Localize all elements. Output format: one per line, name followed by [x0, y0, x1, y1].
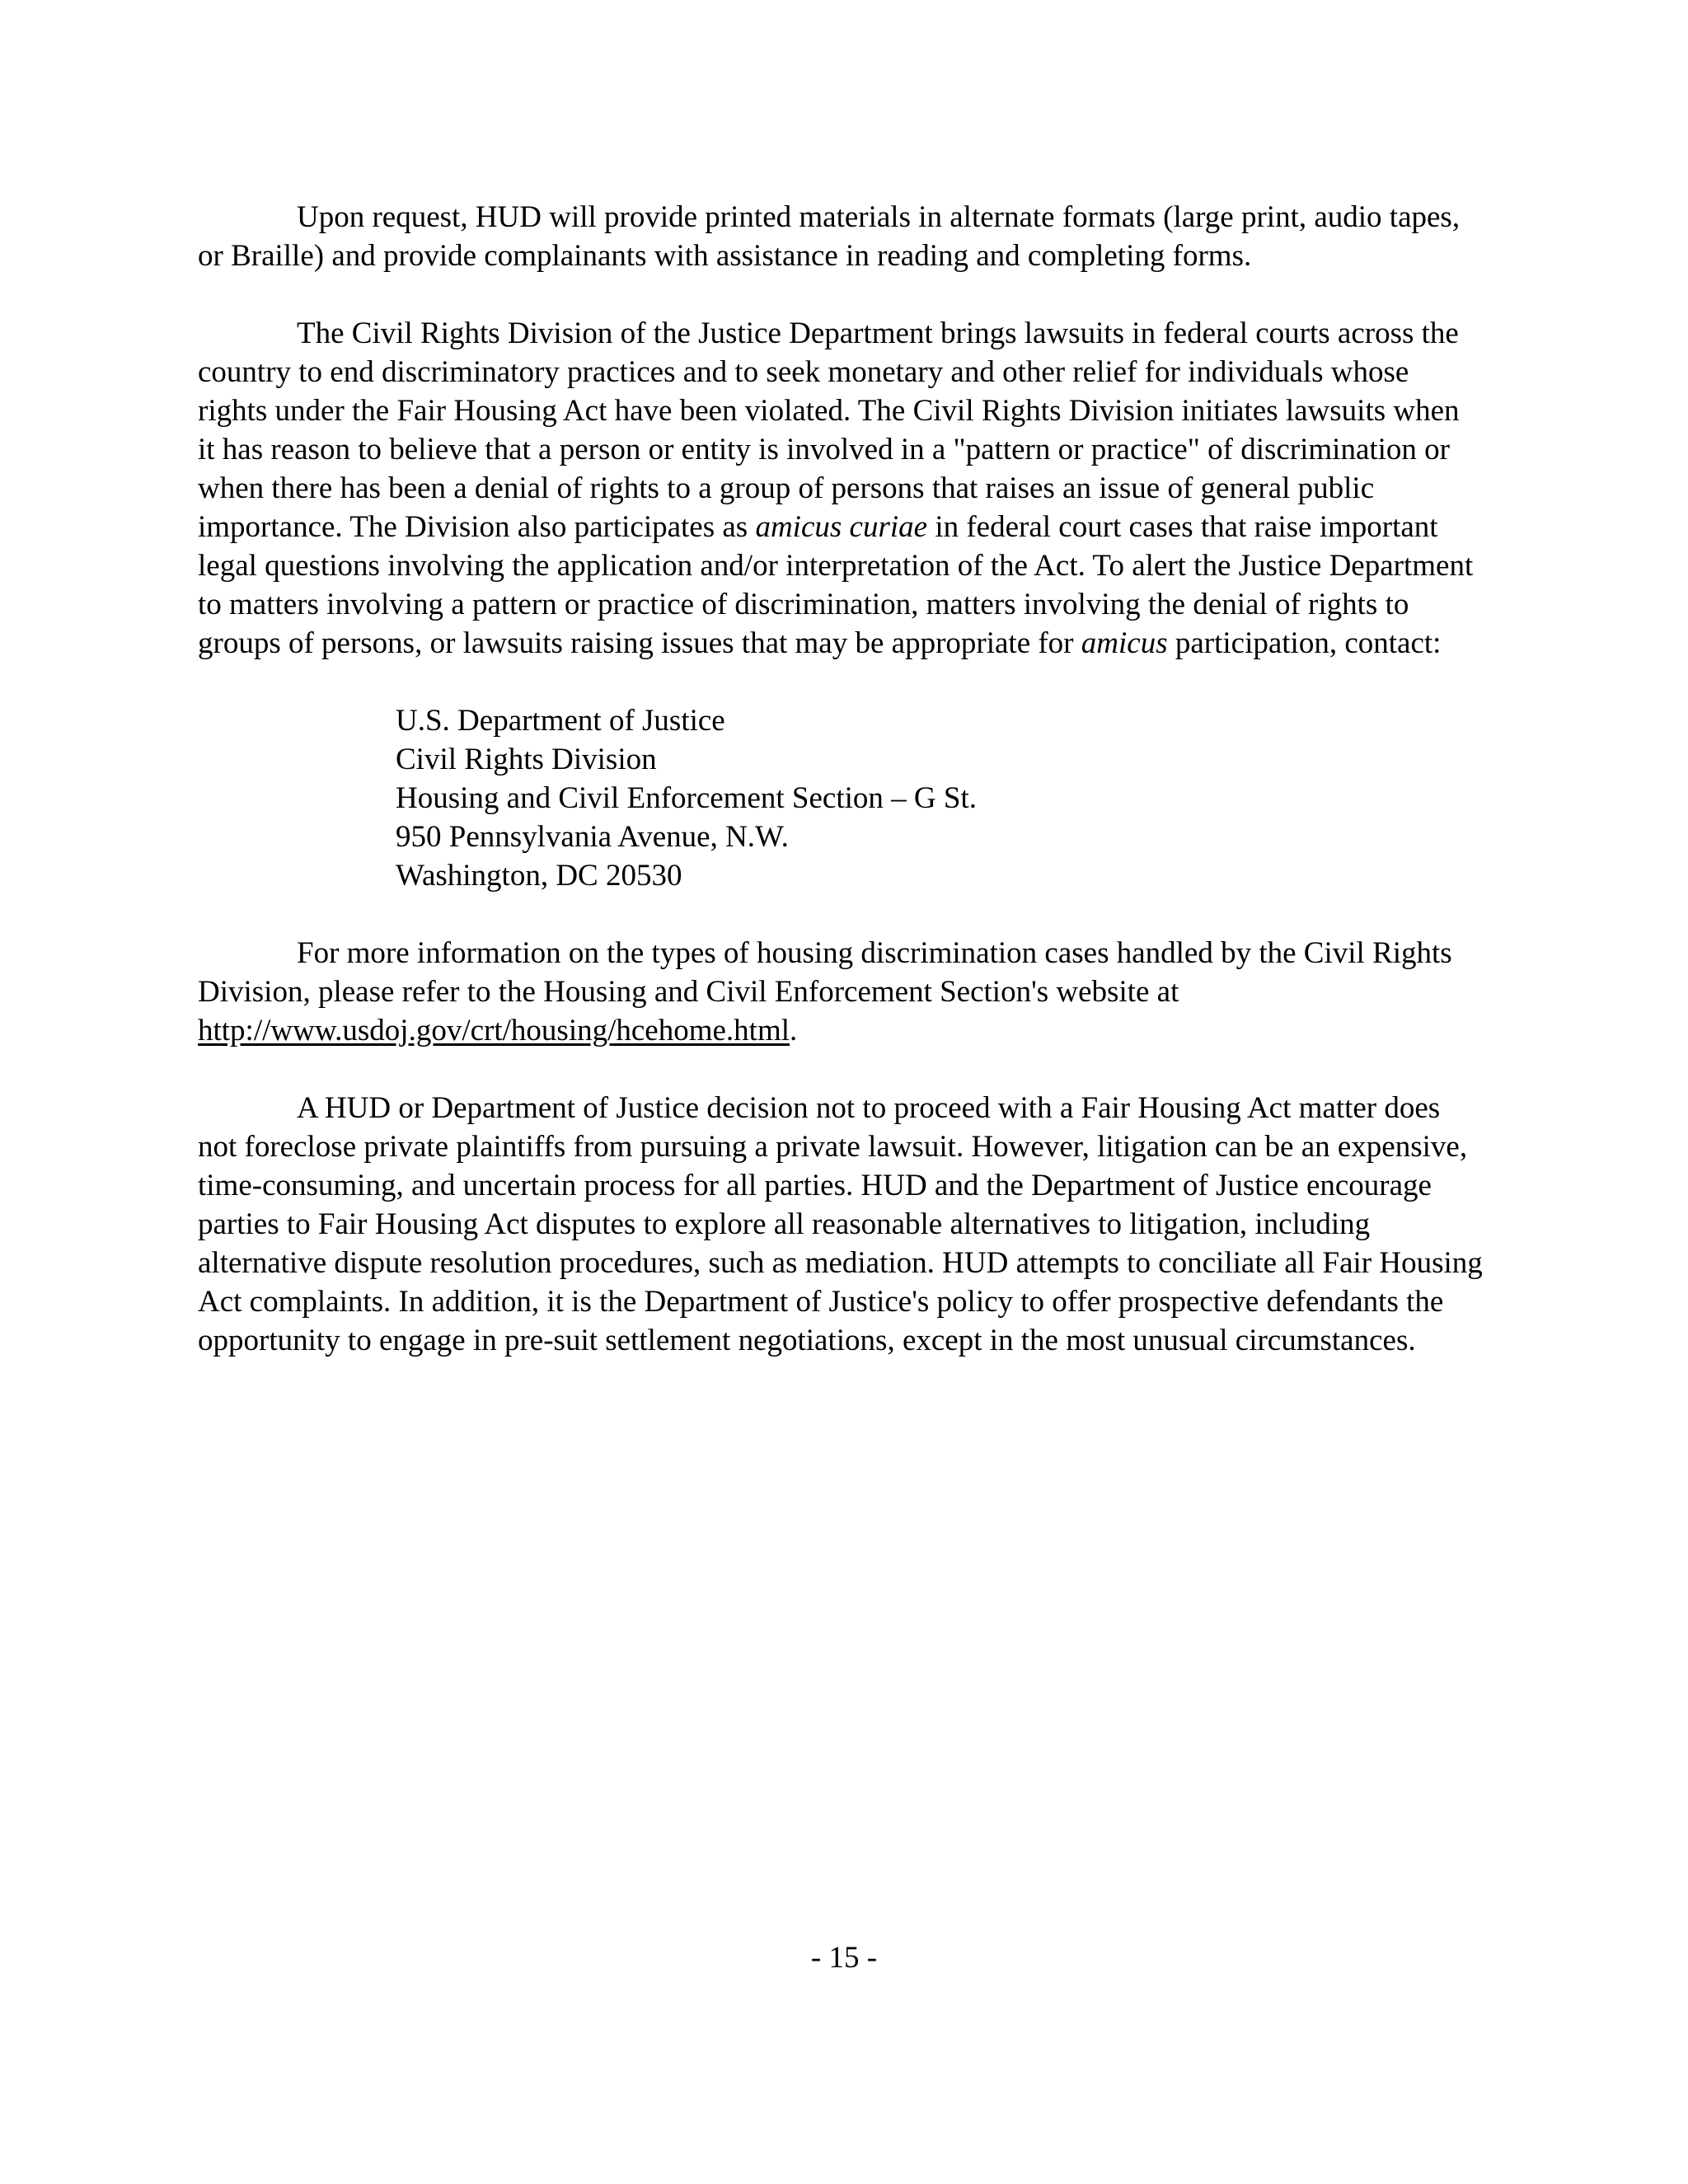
address-line-street: 950 Pennsylvania Avenue, N.W. — [396, 820, 789, 854]
amicus-italic: amicus — [1081, 626, 1168, 660]
address-line-department: U.S. Department of Justice — [396, 704, 725, 738]
paragraph-civil-rights-text-3: participation, contact: — [1167, 626, 1442, 660]
contact-address-block — [396, 701, 1484, 895]
paragraph-alternate-formats — [198, 198, 1484, 275]
address-line-division: Civil Rights Division — [396, 743, 657, 776]
address-line-section: Housing and Civil Enforcement Section – G St. — [396, 781, 977, 815]
paragraph-civil-rights-text-2: in federal court cases that raise important legal questions involving the application and/or interpretation of the Act. To alert the Justice Department to matters involving a pattern or practice of discrimination, matters involving the denial of rights to groups of persons, or lawsuits raising issues that may be appropriate for — [198, 510, 1474, 660]
address-line-city: Washington, DC 20530 — [396, 859, 682, 893]
page-number-text: - 15 - — [810, 1941, 878, 1975]
paragraph-more-information — [198, 934, 1484, 1050]
paragraph-private-lawsuit-text: A HUD or Department of Justice decision not to proceed with a Fair Housing Act matter does not foreclose private plaintiffs from pursuing a private lawsuit. However, litigation can be an expensive, time-consuming, and uncertain process for all parties. HUD and the Department of Justice encourage parties to Fair Housing Act disputes to explore all reasonable alternatives to litigation, including alternative dispute resolution procedures, such as mediation. HUD attempts to conciliate all Fair Housing Act complaints. In addition, it is the Department of Justice's policy to offer prospective defendants the opportunity to engage in pre-suit settlement negotiations, except in the most unusual circumstances. — [198, 1091, 1483, 1357]
paragraph-civil-rights-division — [198, 314, 1484, 663]
hce-website-link[interactable]: http://www.usdoj.gov/crt/housing/hcehome.html — [198, 1014, 790, 1047]
paragraph-more-information-text: For more information on the types of housing discrimination cases handled by the Civil Rights Division, please refer to the Housing and Civil Enforcement Section's website at — [198, 936, 1452, 1009]
paragraph-civil-rights-text-1: The Civil Rights Division of the Justice Department brings lawsuits in federal courts across the country to end discriminatory practices and to seek monetary and other relief for individuals whose rights under the Fair Housing Act have been violated. The Civil Rights Division initiates lawsuits when it has reason to believe that a person or entity is involved in a "pattern or practice" of discrimination or when there has been a denial of rights to a group of persons that raises an issue of general public importance. The Division also participates as — [198, 316, 1460, 544]
document-body — [198, 198, 1484, 1399]
amicus-curiae-italic: amicus curiae — [755, 510, 928, 544]
paragraph-private-lawsuit — [198, 1089, 1484, 1360]
paragraph-alternate-formats-text: Upon request, HUD will provide printed materials in alternate formats (large print, audio tapes, or Braille) and provide complainants with assistance in reading and completing forms. — [198, 200, 1461, 273]
paragraph-more-information-end: . — [790, 1014, 798, 1047]
page-number — [0, 1938, 1688, 1977]
